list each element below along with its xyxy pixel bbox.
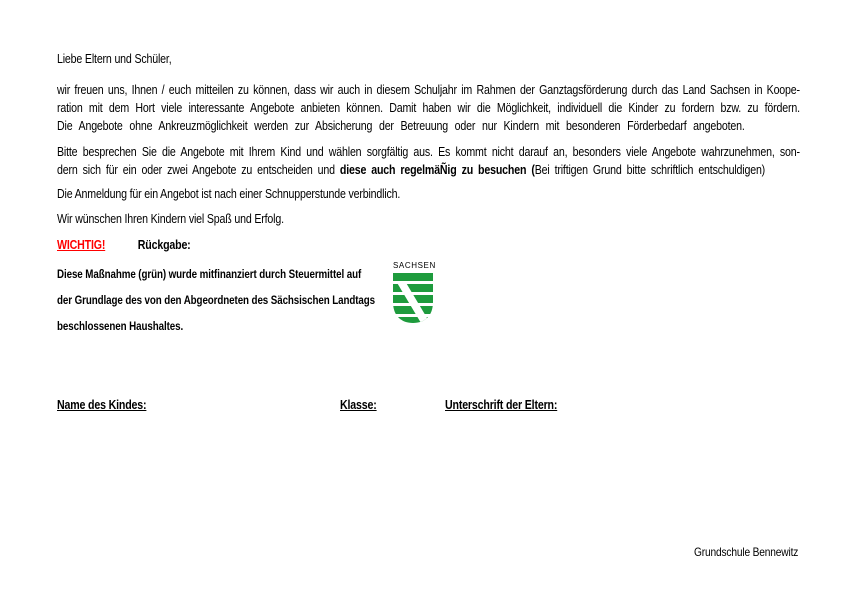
paragraph-line: Bitte besprechen Sie die Angebote mit Ihrem Kind und wählen sorgfältig aus. Es kommt nicht darauf an, besonders viele Angebote wahrzunehmen, son- [57,145,800,159]
funding-note [57,262,375,340]
paragraph-intro [57,81,800,135]
paragraph-anmeldung: Die Anmeldung für ein Angebot ist nach einer Schnupperstunde verbindlich. [57,187,401,201]
rueckgabe-label: Rückgabe: [137,238,191,252]
funding-line: Diese Maßnahme (grün) wurde mitfinanziert durch Steuermittel auf [57,269,362,281]
form-name-label: Name des Kindes: [57,398,147,412]
wichtig-label: WICHTIG! [57,238,106,252]
paragraph-text: Bei triftigen Grund bitte schriftlich entschuldigen) [534,163,766,177]
paragraph-auswahl [57,143,800,179]
saxony-logo-wordmark: SACHSEN [393,261,436,270]
form-signature-label: Unterschrift der Eltern: [445,398,558,412]
paragraph-line [57,161,765,179]
paragraph-text: dern sich für ein oder zwei Angebote zu entscheiden und [57,163,340,177]
paragraph-line: Die Angebote ohne Ankreuzmöglichkeit werden zur Absicherung der Betreuung oder nur Kindern mit besonderen Förderbedarf angeboten. [57,119,745,133]
letter-greeting: Liebe Eltern und Schüler, [57,52,172,66]
funding-line: der Grundlage des von den Abgeordneten des Sächsischen Landtags [57,295,376,307]
paragraph-line: wir freuen uns, Ihnen / euch mitteilen zu können, dass wir auch in diesem Schuljahr im Rahmen der Ganztagsförderung durch das Land Sachsen in Koope- [57,83,800,97]
bold-phrase: diese auch regelmäÑig zu besuchen ( [339,163,535,177]
form-klasse-label: Klasse: [340,398,377,412]
footer-school-name: Grundschule Bennewitz [694,545,799,559]
paragraph-wunsch: Wir wünschen Ihren Kindern viel Spaß und Erfolg. [57,212,284,226]
wichtig-row [57,238,191,252]
saxony-shield-icon [393,273,433,323]
funding-line: beschlossenen Haushaltes. [57,321,184,333]
paragraph-line: ration mit dem Hort viele interessante Angebote anbieten können. Damit haben wir die Möglichkeit, individuell die Kinder zu fordern bzw. zu fördern. [57,101,800,115]
saxony-logo [393,261,439,323]
